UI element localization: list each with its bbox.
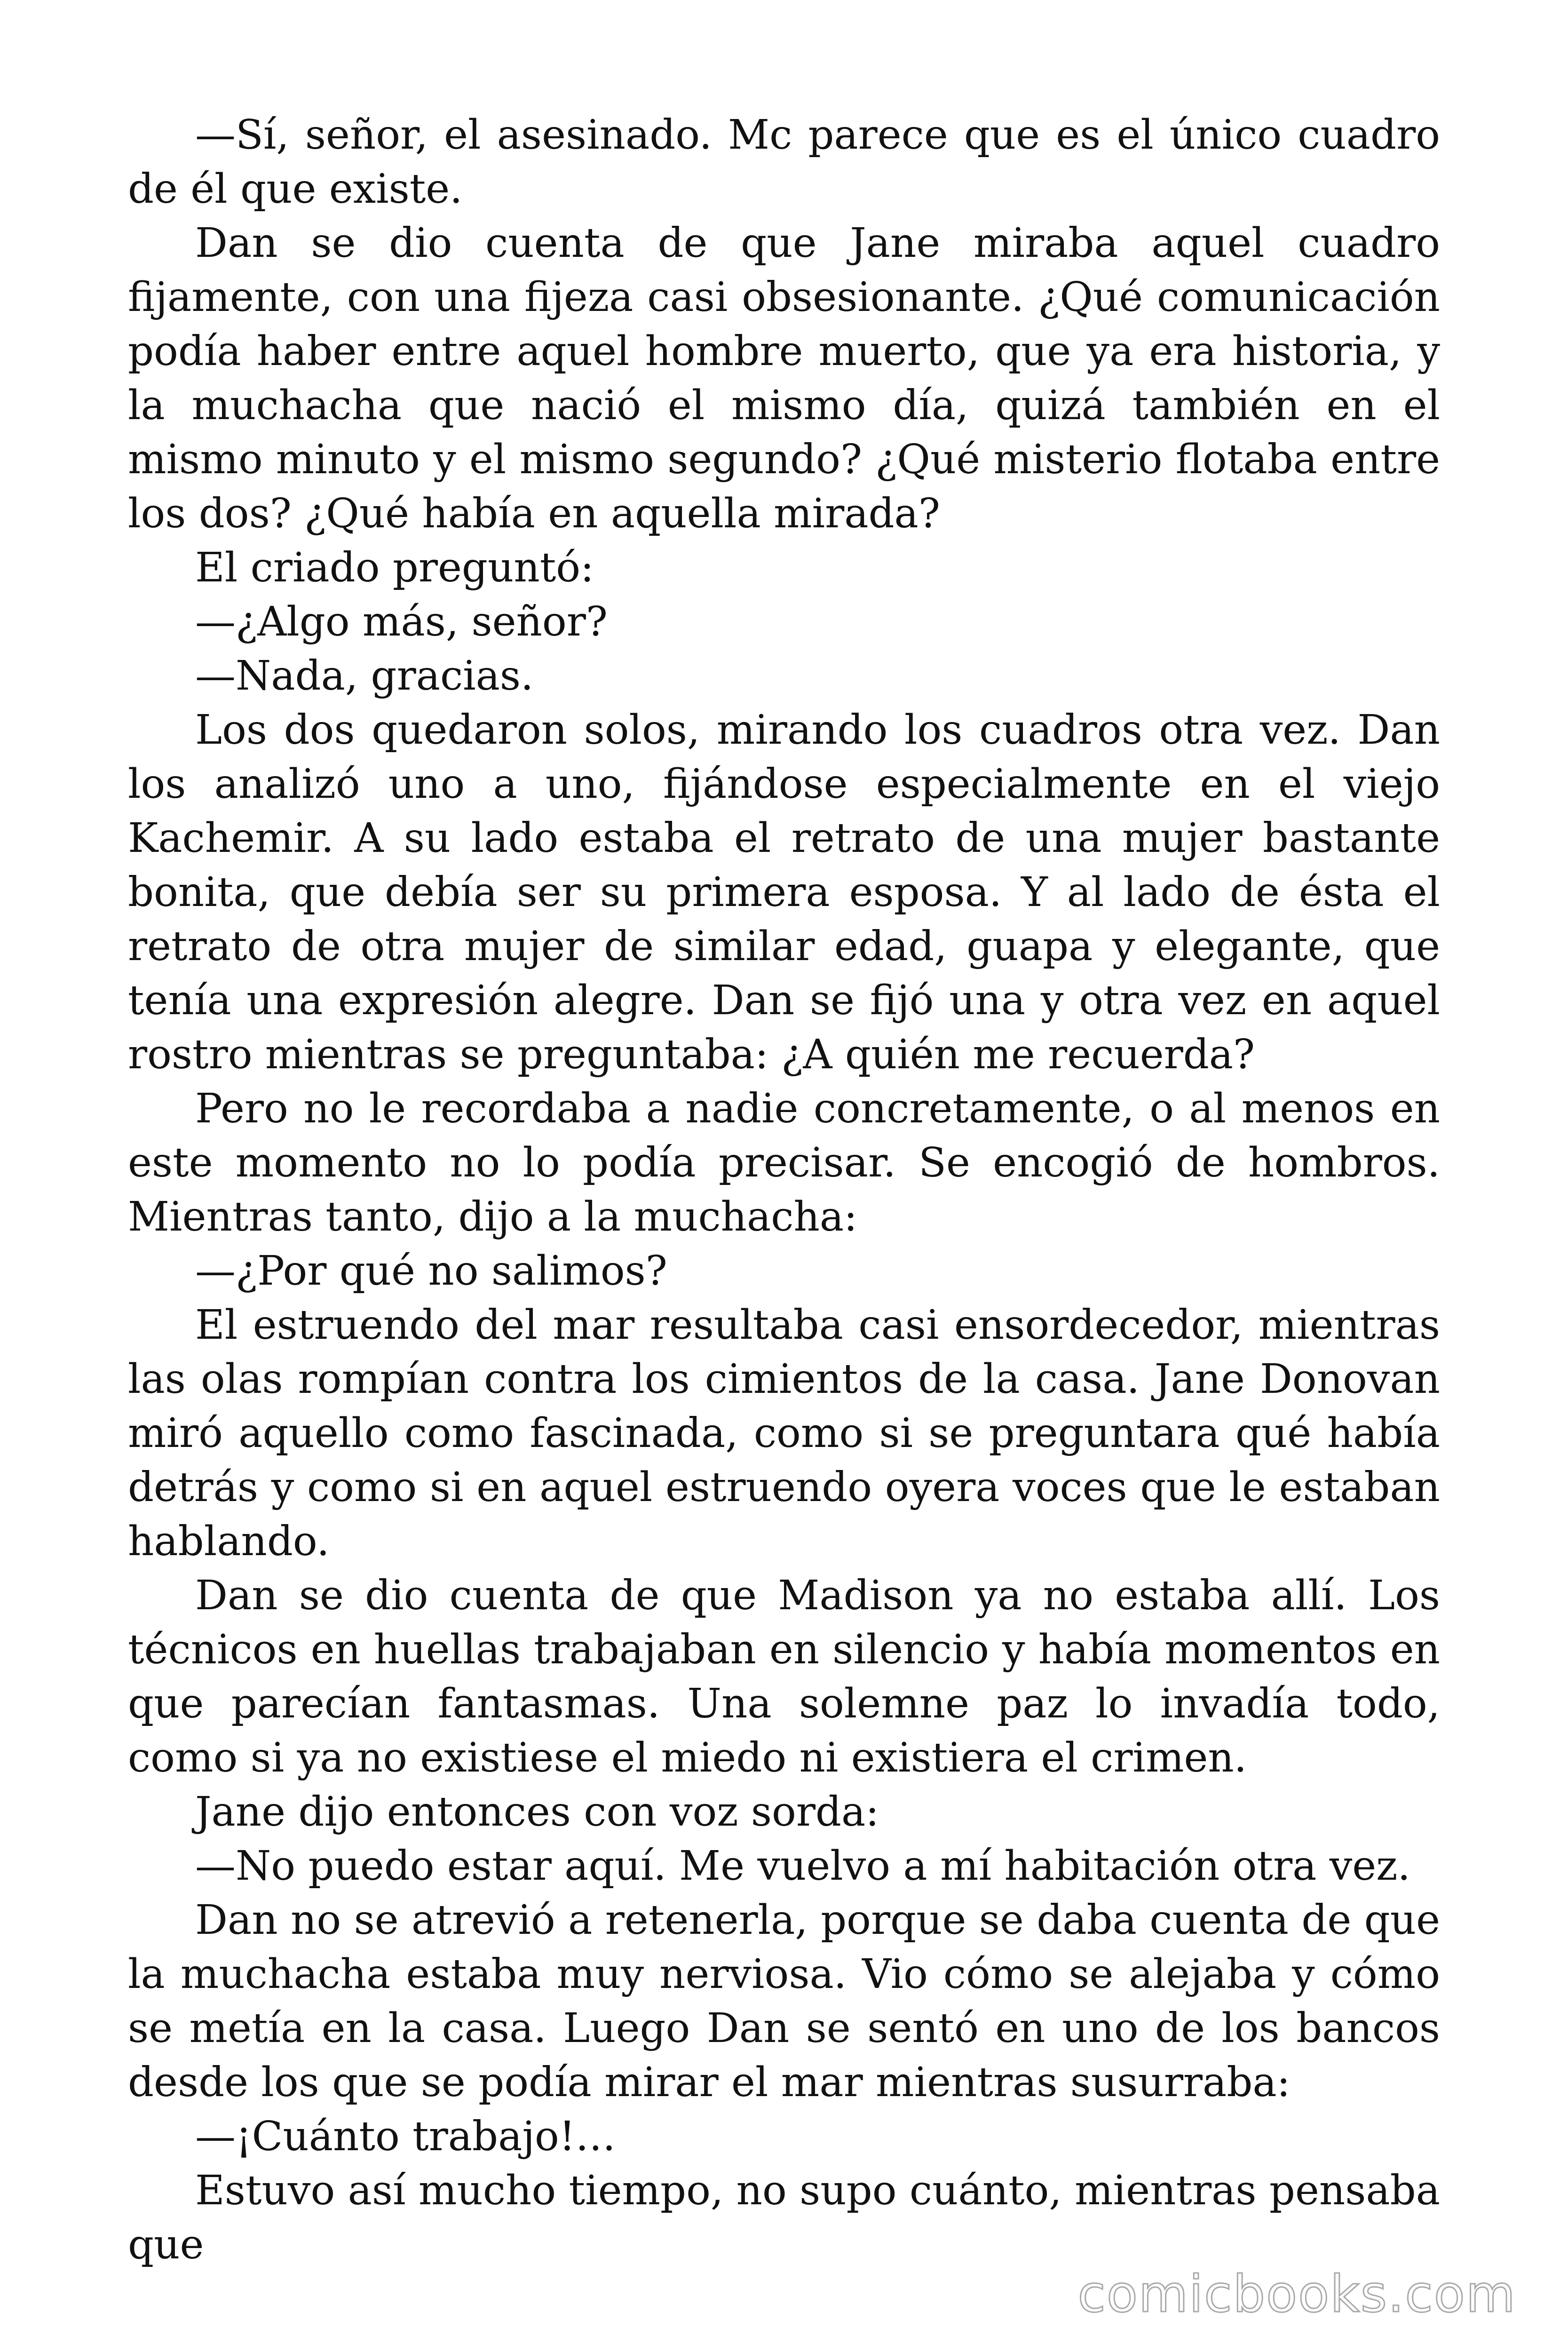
book-page-text (128, 108, 1440, 2272)
paragraph: Dan no se atrevió a retenerla, porque se daba cuenta de que la muchacha estaba muy nerviosa. Vio cómo se alejaba y cómo se metía en la casa. Luego Dan se sentó en uno de los bancos desde los que se podía mirar el mar mientras susurraba: (128, 1897, 1440, 2106)
paragraph: Estuvo así mucho tiempo, no supo cuánto, mientras pensaba que (128, 2167, 1440, 2268)
paragraph: —Nada, gracias. (195, 652, 534, 699)
paragraph: —Sí, señor, el asesinado. Mc parece que es el único cuadro de él que existe. (128, 111, 1440, 213)
paragraph: Jane dijo entonces con voz sorda: (195, 1788, 879, 1836)
paragraph: —¿Por qué no salimos? (195, 1248, 667, 1295)
paragraph: El criado preguntó: (195, 544, 594, 591)
paragraph: Dan se dio cuenta de que Jane miraba aquel cuadro fijamente, con una fijeza casi obsesionante. ¿Qué comunicación podía haber entre aquel hombre muerto, que ya era historia, y la muchacha que nació el mismo día, quizá también en el mismo minuto y el mismo segundo? ¿Qué misterio flotaba entre los dos? ¿Qué había en aquella mirada? (128, 220, 1440, 537)
paragraph: El estruendo del mar resultaba casi ensordecedor, mientras las olas rompían contra los cimientos de la casa. Jane Donovan miró aquello como fascinada, como si se preguntara qué había detrás y como si en aquel estruendo oyera voces que le estaban hablando. (128, 1302, 1440, 1565)
paragraph: —No puedo estar aquí. Me vuelvo a mí habitación otra vez. (195, 1843, 1410, 1890)
paragraph: —¿Algo más, señor? (195, 598, 608, 645)
watermark-text: comicbooks.com (1077, 2265, 1516, 2324)
paragraph: —¡Cuánto trabajo!… (195, 2113, 616, 2160)
paragraph: Los dos quedaron solos, mirando los cuadros otra vez. Dan los analizó uno a uno, fijándose especialmente en el viejo Kachemir. A su lado estaba el retrato de una mujer bastante bonita, que debía ser su primera esposa. Y al lado de ésta el retrato de otra mujer de similar edad, guapa y elegante, que tenía una expresión alegre. Dan se fijó una y otra vez en aquel rostro mientras se preguntaba: ¿A quién me recuerda? (128, 707, 1440, 1078)
paragraph: Pero no le recordaba a nadie concretamente, o al menos en este momento no lo podía precisar. Se encogió de hombros. Mientras tanto, dijo a la muchacha: (128, 1085, 1440, 1240)
paragraph: Dan se dio cuenta de que Madison ya no estaba allí. Los técnicos en huellas trabajaban en silencio y había momentos en que parecían fantasmas. Una solemne paz lo invadía todo, como si ya no existiese el miedo ni existiera el crimen. (128, 1572, 1440, 1781)
